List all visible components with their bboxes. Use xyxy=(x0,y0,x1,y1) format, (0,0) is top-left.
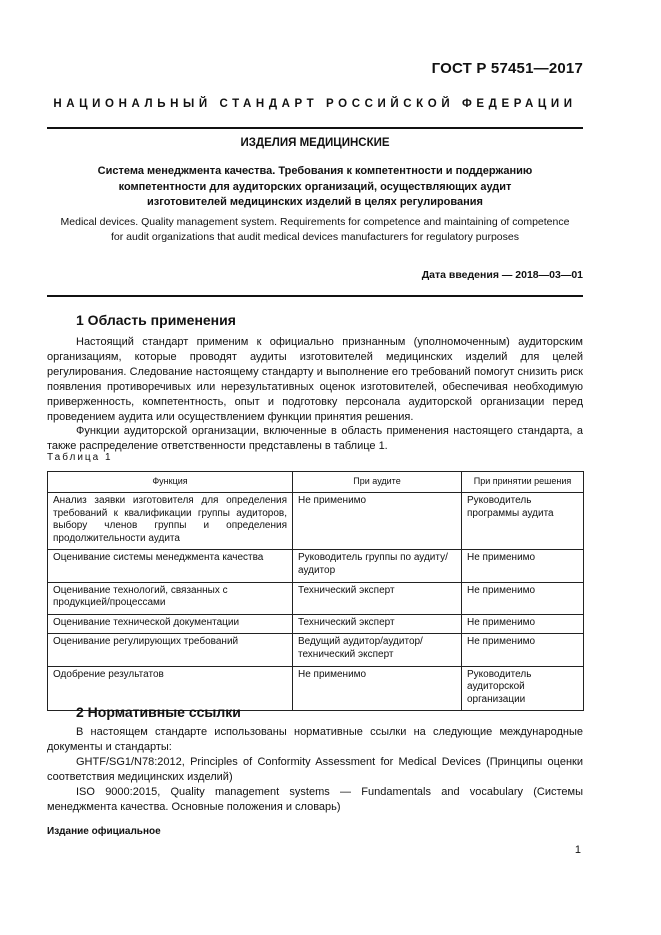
document-number: ГОСТ Р 57451—2017 xyxy=(431,60,583,77)
section-1-body xyxy=(47,335,583,454)
paragraph: GHTF/SG1/N78:2012, Principles of Conformity Assessment for Medical Devices (Принципы оценки соответствия медицинских изделий) xyxy=(47,755,583,783)
english-title-line: for audit organizations that audit medical devices manufacturers for regulatory purposes xyxy=(111,230,519,243)
table-cell: Технический эксперт xyxy=(293,614,462,634)
english-title-line: Medical devices. Quality management system. Requirements for competence and maintaining of competence xyxy=(60,216,570,228)
section-2-body xyxy=(47,725,583,814)
column-header-decision: При принятии решения xyxy=(462,472,584,493)
subtitle-line: изготовителей медицинских изделий в целях регулирования xyxy=(147,196,483,208)
table-cell: Оценивание технологий, связанных с продукцией/процессами xyxy=(48,582,293,614)
page-number: 1 xyxy=(574,844,581,856)
table-cell: Анализ заявки изготовителя для определения требований к квалификации группы аудиторов, выбору членов группы и определения продолжительности аудита xyxy=(48,493,293,550)
table-cell: Не применимо xyxy=(293,666,462,711)
table-row xyxy=(48,493,584,550)
section-1-heading: 1 Область применения xyxy=(76,312,236,328)
functions-table xyxy=(47,471,584,711)
table-cell: Не применимо xyxy=(462,550,584,582)
paragraph: Функции аудиторской организации, включенные в область применения настоящего стандарта, а также распределение ответственности представлены в таблице 1. xyxy=(47,425,583,453)
top-divider xyxy=(47,127,583,129)
subtitle-line: компетентности для аудиторских организаций, осуществляющих аудит xyxy=(118,180,512,193)
paragraph: ISO 9000:2015, Quality management systems — Fundamentals and vocabulary (Системы менеджмента качества. Основные положения и словарь) xyxy=(47,785,583,813)
introduction-date: Дата введения — 2018—03—01 xyxy=(421,269,583,281)
table-cell: Не применимо xyxy=(462,614,584,634)
paragraph: В настоящем стандарте использованы нормативные ссылки на следующие международные документы и стандарты: xyxy=(47,726,583,753)
table-row xyxy=(48,550,584,582)
table-cell: Не применимо xyxy=(462,582,584,614)
paragraph: Настоящий стандарт применим к официально признанным (уполномоченным) аудиторским организациям, которые проводят аудиты изготовителей медицинских изделий для целей регулирования. Следование настоящему стандарту и выполнение его требований помогут снизить риск появления противоречивых или нерезультативных оценок изготовителей, обеспечивая необходимую приверженность, компетентность, опыт и подготовку персонала аудиторской организации перед проведением аудита или осуществлением функции принятия решения. xyxy=(47,336,583,423)
column-header-function: Функция xyxy=(48,472,293,493)
subtitle-line: Система менеджмента качества. Требования к компетентности и поддержанию xyxy=(97,165,533,177)
table-cell: Технический эксперт xyxy=(293,582,462,614)
table-header-row xyxy=(48,472,584,493)
table-cell: Руководитель группы по аудиту/аудитор xyxy=(293,550,462,582)
table-cell: Оценивание технической документации xyxy=(48,614,293,634)
document-title: ИЗДЕЛИЯ МЕДИЦИНСКИЕ xyxy=(240,137,390,149)
table-cell: Ведущий аудитор/аудитор/технический эксперт xyxy=(293,634,462,666)
table-cell: Не применимо xyxy=(293,493,462,550)
document-subtitle xyxy=(70,164,560,211)
column-header-audit: При аудите xyxy=(293,472,462,493)
table-cell: Руководитель программы аудита xyxy=(462,493,584,550)
bottom-divider xyxy=(47,295,583,297)
table-row xyxy=(48,614,584,634)
section-2-heading: 2 Нормативные ссылки xyxy=(76,704,241,720)
table-cell: Оценивание системы менеджмента качества xyxy=(48,550,293,582)
table-cell: Не применимо xyxy=(462,634,584,666)
table-cell: Одобрение результатов xyxy=(48,666,293,711)
table-cell: Оценивание регулирующих требований xyxy=(48,634,293,666)
national-standard-heading: НАЦИОНАЛЬНЫЙ СТАНДАРТ РОССИЙСКОЙ ФЕДЕРАЦИИ xyxy=(53,98,577,110)
table-cell: Руководитель аудиторской организации xyxy=(462,666,584,711)
table-row xyxy=(48,582,584,614)
table-row xyxy=(48,634,584,666)
english-title xyxy=(55,215,575,244)
official-edition-label: Издание официальное xyxy=(47,826,161,837)
table-caption: Таблица 1 xyxy=(47,452,113,463)
